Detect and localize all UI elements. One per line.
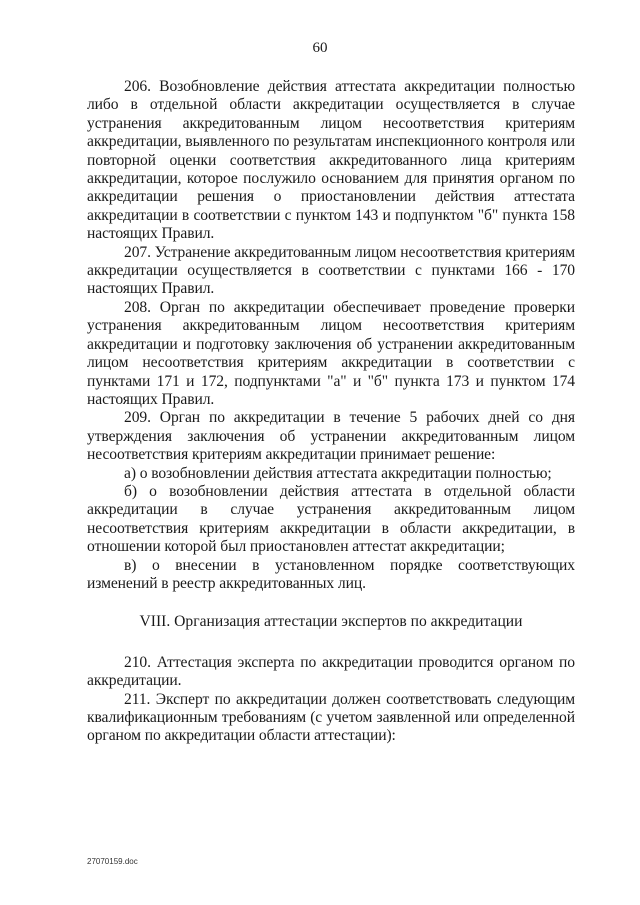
paragraph-206: 206. Возобновление действия аттестата аккредитации полностью либо в отдельной области аккредитации осуществляется в случае устранения аккредитованным лицом несоответствия критериям аккредитации, выявленного по результатам инспекционного контроля или повторной оценки соответствия аккредитованного лица критериям аккредитации, которое послужило основанием для принятия органом по аккредитации решения о приостановлении действия аттестата аккредитации в соответствии с пунктом 143 и подпунктом "б" пункта 158 настоящих Правил. [87,78,575,243]
subitem-v: в) о внесении в установленном порядке соответствующих изменений в реестр аккредитованных лиц. [87,556,575,592]
paragraph-210: 210. Аттестация эксперта по аккредитации проводится органом по аккредитации. [87,653,575,690]
paragraph-207: 207. Устранение аккредитованным лицом несоответствия критериям аккредитации осуществляется в соответствии с пунктами 166 - 170 настоящих Правил. [87,243,575,298]
subitem-b: б) о возобновлении действия аттестата в отдельной области аккредитации в случае устранения аккредитованным лицом несоответствия критериям аккредитации в области аккредитации, в отношении которой был приостановлен аттестат аккредитации; [87,482,575,556]
subitem-a: а) о возобновлении действия аттестата аккредитации полностью; [124,464,552,482]
page-number: 60 [312,40,328,56]
paragraph-208: 208. Орган по аккредитации обеспечивает проведение проверки устранения аккредитованным лицом несоответствия критериям аккредитации и подготовку заключения об устранении аккредитованным лицом несоответствия критериям аккредитации в соответствии с пунктами 171 и 172, подпунктами "а" и "б" пункта 173 и пунктом 174 настоящих Правил. [87,298,575,408]
section-title: VIII. Организация аттестации экспертов по аккредитации [139,613,523,631]
paragraph-209: 209. Орган по аккредитации в течение 5 рабочих дней со дня утверждения заключения об устранении аккредитованным лицом несоответствия критериям аккредитации принимает решение: [87,409,575,464]
paragraph-211: 211. Эксперт по аккредитации должен соответствовать следующим квалификационным требованиям (с учетом заявленной или определенной органом по аккредитации области аттестации): [87,690,575,745]
document-body [87,78,575,746]
footer-file-code: 27070159.doc [87,857,138,866]
